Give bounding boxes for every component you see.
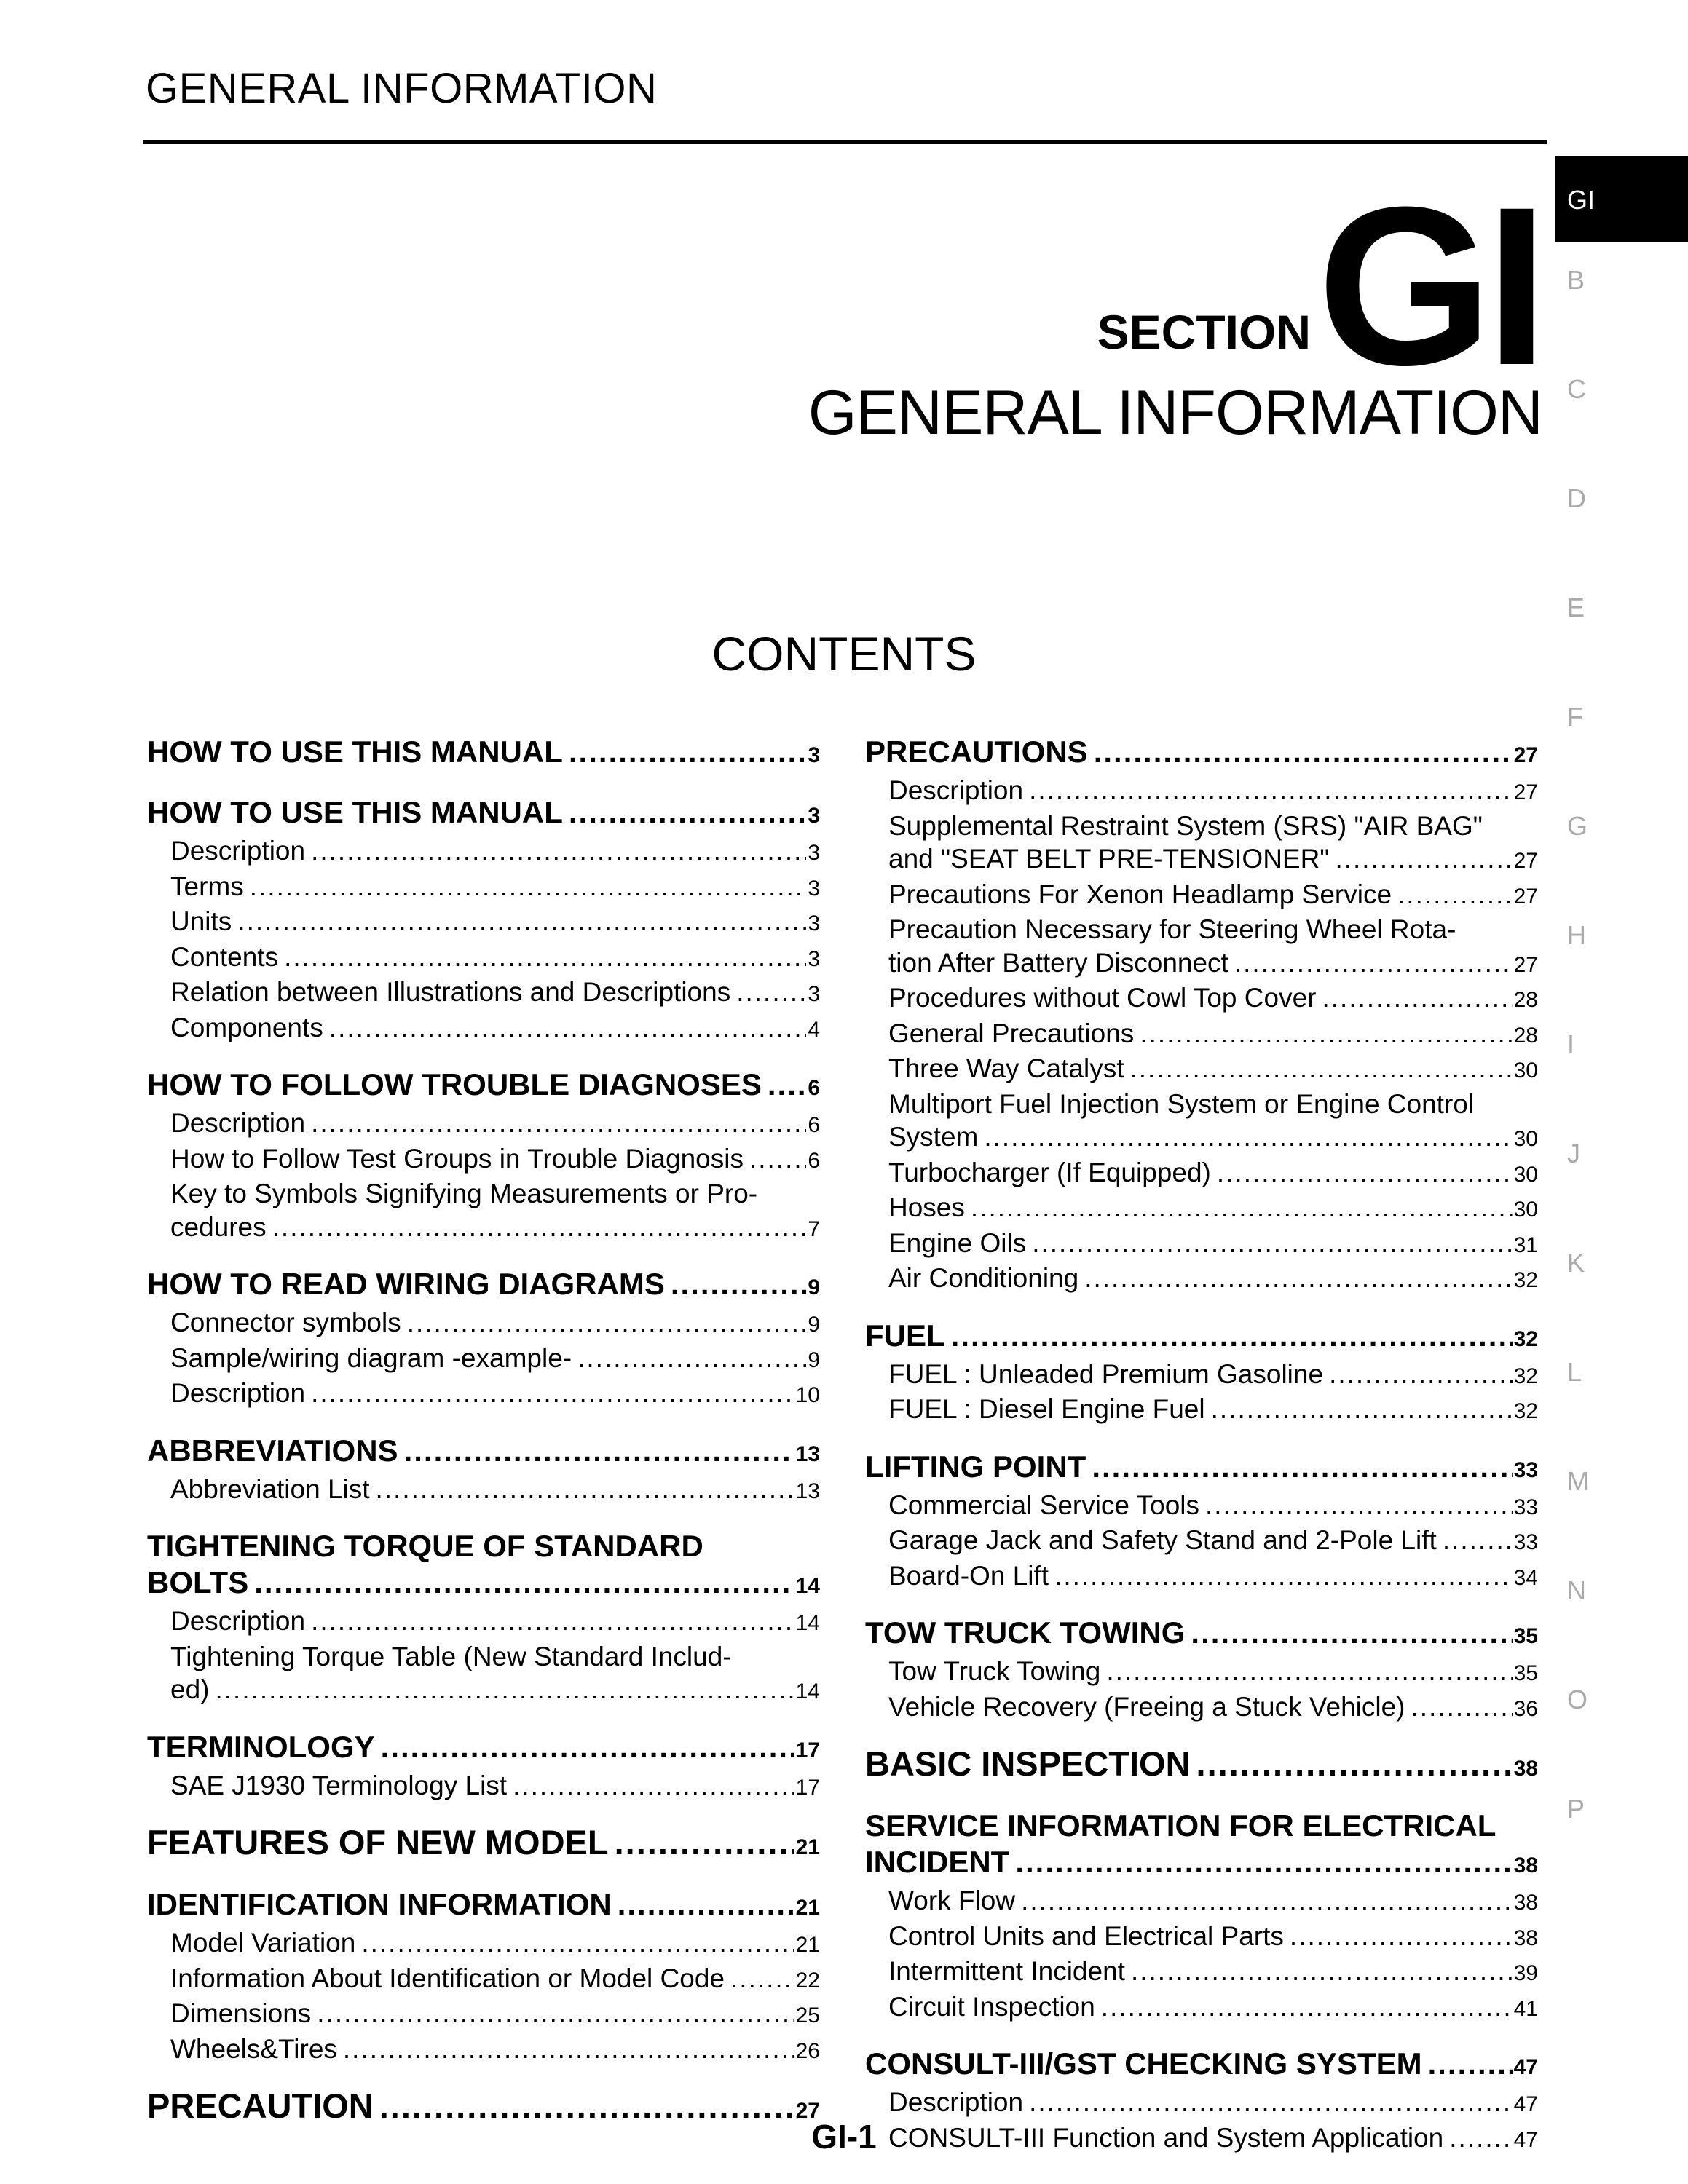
dot-leader xyxy=(1054,1564,1513,1591)
section-tabs xyxy=(1555,156,1688,1903)
toc-page-number: 31 xyxy=(1513,1233,1538,1257)
toc-entry-title: BOLTS xyxy=(147,1565,249,1599)
section-tab-b[interactable]: B xyxy=(1567,265,1585,295)
toc-page-number: 32 xyxy=(1513,1268,1538,1292)
toc-subentry[interactable] xyxy=(147,1142,820,1178)
toc-page-number: 39 xyxy=(1513,1961,1538,1985)
section-tab-j[interactable]: J xyxy=(1567,1139,1580,1168)
section-tab-o[interactable]: O xyxy=(1567,1685,1588,1714)
toc-entry-title: Hoses xyxy=(888,1192,965,1222)
toc-entry-title: Garage Jack and Safety Stand and 2-Pole Lift xyxy=(888,1525,1437,1555)
toc-entry-title: TERMINOLOGY xyxy=(147,1729,375,1764)
dot-leader xyxy=(1428,2052,1513,2082)
toc-entry-title-line: Supplemental Restraint System (SRS) "AIR BAG" xyxy=(888,810,1483,841)
dot-leader xyxy=(272,1216,807,1243)
toc-subentry[interactable] xyxy=(147,834,820,870)
toc-subentry[interactable] xyxy=(147,1177,820,1246)
toc-section-entry[interactable] xyxy=(147,794,820,834)
toc-subentry[interactable] xyxy=(865,1088,1538,1156)
section-label: SECTION xyxy=(1097,305,1311,359)
toc-page-number: 3 xyxy=(808,804,820,828)
toc-right-column xyxy=(865,734,1538,2156)
toc-page-number: 14 xyxy=(795,1611,820,1635)
toc-page-number: 30 xyxy=(1513,1127,1538,1151)
toc-page-number: 38 xyxy=(1513,1926,1538,1950)
toc-page-number: 13 xyxy=(795,1441,820,1466)
toc-entry-title: cedures xyxy=(170,1211,267,1242)
section-tab-k[interactable]: K xyxy=(1567,1248,1585,1278)
header-rule xyxy=(143,140,1547,144)
toc-subentry[interactable] xyxy=(865,878,1538,914)
toc-entry-title: Description xyxy=(888,2087,1024,2117)
dot-leader xyxy=(284,946,806,973)
toc-entry-title: Commercial Service Tools xyxy=(888,1489,1199,1520)
dot-leader xyxy=(376,1478,794,1505)
toc-entry-title: INCIDENT xyxy=(865,1845,1010,1879)
toc-section-entry[interactable] xyxy=(147,1729,820,1769)
toc-entry-title: FEATURES OF NEW MODEL xyxy=(147,1823,609,1861)
toc-subentry[interactable] xyxy=(147,2033,820,2068)
dot-leader xyxy=(1329,1363,1513,1390)
toc-subentry[interactable] xyxy=(865,1524,1538,1559)
toc-entry-title: PRECAUTIONS xyxy=(865,735,1088,769)
dot-leader xyxy=(1196,1752,1513,1787)
section-tab-h[interactable]: H xyxy=(1567,920,1586,950)
toc-entry-title: Board-On Lift xyxy=(888,1560,1049,1591)
dot-leader xyxy=(1322,986,1512,1013)
toc-subentry[interactable] xyxy=(865,1156,1538,1192)
toc-entry-title: General Precautions xyxy=(888,1018,1135,1048)
toc-page-number: 7 xyxy=(808,1216,820,1241)
toc-subentry[interactable] xyxy=(865,1262,1538,1297)
dot-leader xyxy=(343,2038,794,2065)
toc-entry-title: Procedures without Cowl Top Cover xyxy=(888,983,1317,1013)
toc-page-number: 21 xyxy=(795,1933,820,1957)
toc-page-number: 21 xyxy=(795,1896,820,1920)
toc-entry-title: LIFTING POINT xyxy=(865,1449,1086,1484)
section-tab-n[interactable]: N xyxy=(1567,1575,1586,1605)
toc-page-number: 17 xyxy=(795,1738,820,1762)
toc-page-number: 27 xyxy=(1513,849,1538,873)
toc-page-number: 4 xyxy=(808,1017,820,1042)
page-number: GI-1 xyxy=(811,2118,877,2156)
toc-entry-title: Description xyxy=(170,836,306,866)
toc-section-entry[interactable] xyxy=(865,1449,1538,1489)
toc-entry-title: SAE J1930 Terminology List xyxy=(170,1770,508,1800)
toc-page-number: 27 xyxy=(1513,743,1538,767)
toc-entry-title: Description xyxy=(888,775,1024,805)
toc-page-number: 32 xyxy=(1513,1326,1538,1351)
toc-entry-title-line: TIGHTENING TORQUE OF STANDARD xyxy=(147,1529,703,1563)
toc-entry-title: CONSULT-III/GST CHECKING SYSTEM xyxy=(865,2046,1422,2081)
toc-page-number: 32 xyxy=(1513,1364,1538,1388)
toc-entry-title-line: SERVICE INFORMATION FOR ELECTRICAL xyxy=(865,1808,1496,1843)
toc-subentry[interactable] xyxy=(865,1990,1538,2026)
dot-leader xyxy=(1101,1995,1513,2022)
toc-page-number: 26 xyxy=(795,2038,820,2063)
dot-leader xyxy=(311,839,806,866)
section-tab-d[interactable]: D xyxy=(1567,483,1586,513)
section-title: GENERAL INFORMATION xyxy=(808,378,1542,448)
dot-leader xyxy=(768,1072,806,1103)
dot-leader xyxy=(1205,1494,1513,1521)
toc-entry-title: TOW TRUCK TOWING xyxy=(865,1615,1186,1650)
toc-page-number: 47 xyxy=(1513,2092,1538,2116)
dot-leader xyxy=(1130,1057,1513,1084)
dot-leader xyxy=(1140,1022,1512,1049)
toc-subentry[interactable] xyxy=(147,1769,820,1805)
toc-subentry[interactable] xyxy=(865,1559,1538,1595)
dot-leader xyxy=(317,2002,794,2029)
dot-leader xyxy=(730,1967,794,1994)
toc-section-entry[interactable] xyxy=(147,1824,820,1866)
dot-leader xyxy=(671,1272,806,1302)
toc-entry-title: HOW TO FOLLOW TROUBLE DIAGNOSES xyxy=(147,1067,762,1101)
toc-page-number: 3 xyxy=(808,946,820,971)
toc-section-entry[interactable] xyxy=(865,1808,1538,1884)
section-tab-e[interactable]: E xyxy=(1567,593,1585,622)
dot-leader xyxy=(381,1735,794,1765)
toc-page-number: 28 xyxy=(1513,1023,1538,1048)
toc-subentry[interactable] xyxy=(865,913,1538,981)
toc-page-number: 38 xyxy=(1513,1757,1538,1781)
toc-entry-title: Abbreviation List xyxy=(170,1473,370,1504)
dot-leader xyxy=(1397,883,1513,910)
toc-subentry[interactable] xyxy=(147,1473,820,1508)
dot-leader xyxy=(1234,951,1513,978)
dot-leader xyxy=(1191,1621,1512,1651)
toc-entry-title: Model Variation xyxy=(170,1928,356,1958)
toc-page-number: 30 xyxy=(1513,1162,1538,1187)
toc-entry-title-line: Precaution Necessary for Steering Wheel Rota- xyxy=(888,914,1456,944)
toc-subentry[interactable] xyxy=(865,1955,1538,1990)
toc-subentry[interactable] xyxy=(147,1377,820,1412)
dot-leader xyxy=(736,981,806,1008)
toc-entry-title: Components xyxy=(170,1012,323,1042)
dot-leader xyxy=(250,875,807,902)
toc-page-number: 6 xyxy=(808,1148,820,1173)
toc-entry-title: FUEL xyxy=(865,1318,945,1353)
running-header: GENERAL INFORMATION xyxy=(146,65,658,112)
toc-subentry[interactable] xyxy=(147,1107,820,1142)
toc-subentry[interactable] xyxy=(147,1926,820,1962)
dot-leader xyxy=(1092,1455,1512,1485)
toc-page-number: 36 xyxy=(1513,1696,1538,1721)
toc-subentry[interactable] xyxy=(147,870,820,906)
toc-section-entry[interactable] xyxy=(865,734,1538,774)
toc-page-number: 35 xyxy=(1513,1661,1538,1685)
toc-subentry[interactable] xyxy=(865,1358,1538,1393)
dot-leader xyxy=(1211,1398,1513,1425)
toc-entry-title: Description xyxy=(170,1108,306,1138)
toc-page-number: 27 xyxy=(795,2099,820,2123)
toc-entry-title: Precautions For Xenon Headlamp Service xyxy=(888,879,1392,909)
toc-page-number: 38 xyxy=(1513,1891,1538,1915)
toc-entry-title: HOW TO READ WIRING DIAGRAMS xyxy=(147,1267,665,1301)
toc-page-number: 17 xyxy=(795,1775,820,1800)
dot-leader xyxy=(971,1196,1513,1223)
toc-entry-title: Engine Oils xyxy=(888,1227,1027,1258)
toc-section-entry[interactable] xyxy=(865,1318,1538,1358)
toc-page-number: 34 xyxy=(1513,1565,1538,1590)
dot-leader xyxy=(1021,1889,1513,1916)
toc-page-number: 6 xyxy=(808,1113,820,1137)
toc-entry-title: HOW TO USE THIS MANUAL xyxy=(147,795,563,829)
toc-section-entry[interactable] xyxy=(147,1886,820,1926)
toc-entry-title: System xyxy=(888,1122,979,1152)
toc-page-number: 3 xyxy=(808,982,820,1006)
dot-leader xyxy=(618,1892,794,1923)
toc-entry-title: Air Conditioning xyxy=(888,1263,1079,1293)
toc-page-number: 27 xyxy=(1513,780,1538,804)
dot-leader xyxy=(311,1382,794,1409)
toc-page-number: 9 xyxy=(808,1313,820,1337)
toc-page-number: 47 xyxy=(1513,2127,1538,2152)
toc-page-number: 30 xyxy=(1513,1059,1538,1083)
toc-subentry[interactable] xyxy=(865,1052,1538,1088)
toc-subentry[interactable] xyxy=(865,1690,1538,1726)
toc-entry-title: tion After Battery Disconnect xyxy=(888,947,1228,978)
toc-page-number: 13 xyxy=(795,1479,820,1503)
toc-section-entry[interactable] xyxy=(147,1528,820,1605)
dot-leader xyxy=(1131,1960,1513,1987)
dot-leader xyxy=(237,910,806,937)
toc-page-number: 3 xyxy=(808,841,820,865)
toc-entry-title: Information About Identification or Model Code xyxy=(170,1963,725,1993)
toc-entry-title: CONSULT-III Function and System Application xyxy=(888,2122,1444,2153)
dot-leader xyxy=(1443,1529,1513,1556)
dot-leader xyxy=(215,1678,794,1705)
toc-subentry[interactable] xyxy=(865,1393,1538,1428)
dot-leader xyxy=(951,1324,1513,1354)
dot-leader xyxy=(1015,1850,1512,1880)
toc-subentry[interactable] xyxy=(865,1489,1538,1524)
dot-leader xyxy=(1411,1696,1513,1722)
section-tab-p[interactable]: P xyxy=(1567,1794,1585,1824)
dot-leader xyxy=(407,1311,807,1338)
toc-subentry[interactable] xyxy=(147,1640,820,1709)
section-tab-l[interactable]: L xyxy=(1567,1357,1582,1387)
toc-subentry[interactable] xyxy=(865,1227,1538,1262)
toc-entry-title: PRECAUTION xyxy=(147,2086,374,2125)
dot-leader xyxy=(329,1016,807,1043)
toc-entry-title: Description xyxy=(170,1606,306,1636)
toc-section-entry[interactable] xyxy=(865,1615,1538,1655)
toc-entry-title: IDENTIFICATION INFORMATION xyxy=(147,1887,612,1921)
toc-page-number: 35 xyxy=(1513,1624,1538,1648)
toc-entry-title: Terms xyxy=(170,871,244,901)
toc-subentry[interactable] xyxy=(865,1017,1538,1053)
dot-leader xyxy=(569,800,806,831)
toc-left-column xyxy=(147,734,820,2129)
toc-entry-title: Control Units and Electrical Parts xyxy=(888,1920,1284,1951)
toc-page-number: 22 xyxy=(795,1968,820,1993)
toc-entry-title: BASIC INSPECTION xyxy=(865,1744,1191,1783)
toc-page-number: 3 xyxy=(808,876,820,901)
section-tab-m[interactable]: M xyxy=(1567,1466,1589,1496)
section-tab-g[interactable]: G xyxy=(1567,811,1588,841)
toc-entry-title: Contents xyxy=(170,941,279,972)
dot-leader xyxy=(1029,2091,1513,2118)
toc-page-number: 9 xyxy=(808,1275,820,1299)
toc-page-number: 47 xyxy=(1513,2055,1538,2079)
toc-entry-title: Connector symbols xyxy=(170,1307,401,1337)
toc-page-number: 33 xyxy=(1513,1457,1538,1482)
toc-section-entry[interactable] xyxy=(865,2046,1538,2086)
toc-entry-title: ed) xyxy=(170,1674,210,1704)
toc-entry-title: Tow Truck Towing xyxy=(888,1656,1101,1686)
toc-subentry[interactable] xyxy=(147,976,820,1011)
toc-subentry[interactable] xyxy=(147,1011,820,1047)
dot-leader xyxy=(254,1570,794,1601)
toc-section-entry[interactable] xyxy=(147,1067,820,1107)
section-tab-i[interactable]: I xyxy=(1567,1029,1575,1059)
toc-entry-title: Three Way Catalyst xyxy=(888,1053,1124,1083)
toc-page-number: 33 xyxy=(1513,1495,1538,1519)
toc-page-number: 6 xyxy=(808,1076,820,1100)
dot-leader xyxy=(311,1610,794,1637)
toc-entry-title: FUEL : Unleaded Premium Gasoline xyxy=(888,1358,1324,1389)
toc-subentry[interactable] xyxy=(147,1605,820,1640)
toc-entry-title: Vehicle Recovery (Freeing a Stuck Vehicle) xyxy=(888,1691,1405,1722)
toc-entry-title-line: Key to Symbols Signifying Measurements or Pro- xyxy=(170,1179,758,1208)
toc-section-entry[interactable] xyxy=(147,1266,820,1306)
dot-leader xyxy=(1032,1232,1512,1259)
toc-entry-title: and "SEAT BELT PRE-TENSIONER" xyxy=(888,844,1330,874)
toc-section-entry[interactable] xyxy=(865,1746,1538,1787)
toc-entry-title: Units xyxy=(170,906,232,936)
dot-leader xyxy=(311,1112,806,1139)
toc-page-number: 32 xyxy=(1513,1399,1538,1423)
dot-leader xyxy=(577,1347,806,1374)
dot-leader xyxy=(513,1774,794,1801)
dot-leader xyxy=(1290,1925,1513,1952)
dot-leader xyxy=(1106,1660,1512,1687)
toc-entry-title-line: Tightening Torque Table (New Standard Includ- xyxy=(170,1641,732,1671)
toc-section-entry[interactable] xyxy=(147,1433,820,1473)
toc-subentry[interactable] xyxy=(147,905,820,941)
toc-entry-title: Intermittent Incident xyxy=(888,1956,1125,1986)
toc-entry-title: Work Flow xyxy=(888,1886,1016,1915)
toc-entry-title: Turbocharger (If Equipped) xyxy=(888,1157,1211,1187)
dot-leader xyxy=(1029,779,1513,806)
dot-leader xyxy=(615,1831,794,1865)
toc-page-number: 14 xyxy=(795,1679,820,1704)
toc-subentry[interactable] xyxy=(865,2086,1538,2121)
toc-entry-title: HOW TO USE THIS MANUAL xyxy=(147,735,563,769)
toc-entry-title: Wheels&Tires xyxy=(170,2033,337,2064)
toc-page-number: 25 xyxy=(795,2003,820,2027)
toc-entry-title: Circuit Inspection xyxy=(888,1991,1095,2022)
toc-entry-title: Dimensions xyxy=(170,1998,312,2028)
toc-subentry[interactable] xyxy=(147,1342,820,1377)
dot-leader xyxy=(1084,1267,1512,1294)
toc-page-number: 9 xyxy=(808,1348,820,1372)
toc-subentry[interactable] xyxy=(865,774,1538,810)
toc-page-number: 28 xyxy=(1513,988,1538,1012)
toc-page-number: 30 xyxy=(1513,1198,1538,1222)
toc-page-number: 33 xyxy=(1513,1530,1538,1554)
toc-page-number: 3 xyxy=(808,743,820,767)
contents-heading: CONTENTS xyxy=(711,627,977,681)
toc-entry-title-line: Multiport Fuel Injection System or Engine Control xyxy=(888,1088,1475,1119)
toc-subentry[interactable] xyxy=(865,810,1538,878)
toc-subentry[interactable] xyxy=(147,1997,820,2033)
section-tab-f[interactable]: F xyxy=(1567,702,1583,732)
toc-entry-title: ABBREVIATIONS xyxy=(147,1433,398,1468)
section-tab-gi[interactable]: GI xyxy=(1555,156,1688,242)
toc-page-number: 27 xyxy=(1513,884,1538,909)
toc-page-number: 10 xyxy=(795,1383,820,1407)
section-code: GI xyxy=(1317,159,1541,412)
toc-subentry[interactable] xyxy=(865,1191,1538,1227)
dot-leader xyxy=(404,1439,794,1469)
toc-entry-title: Relation between Illustrations and Descriptions xyxy=(170,977,731,1007)
dot-leader xyxy=(749,1147,806,1174)
toc-subentry[interactable] xyxy=(865,981,1538,1017)
dot-leader xyxy=(1217,1161,1513,1188)
toc-page-number: 41 xyxy=(1513,1996,1538,2021)
toc-subentry[interactable] xyxy=(147,941,820,976)
toc-entry-title: How to Follow Test Groups in Trouble Diagnosis xyxy=(170,1143,744,1174)
toc-page-number: 27 xyxy=(1513,952,1538,977)
toc-subentry[interactable] xyxy=(865,1920,1538,1955)
toc-subentry[interactable] xyxy=(147,1962,820,1998)
toc-page-number: 14 xyxy=(795,1574,820,1598)
toc-page-number: 21 xyxy=(795,1835,820,1859)
toc-subentry[interactable] xyxy=(865,1884,1538,1920)
toc-section-entry[interactable] xyxy=(147,734,820,774)
toc-entry-title: Description xyxy=(170,1378,306,1408)
toc-page-number: 3 xyxy=(808,911,820,935)
dot-leader xyxy=(1094,740,1513,770)
section-tab-c[interactable]: C xyxy=(1567,374,1586,404)
dot-leader xyxy=(1335,847,1512,874)
dot-leader xyxy=(361,1931,794,1958)
toc-entry-title: Sample/wiring diagram -example- xyxy=(170,1342,572,1373)
dot-leader xyxy=(984,1125,1512,1152)
dot-leader xyxy=(569,740,806,770)
toc-subentry[interactable] xyxy=(865,1655,1538,1690)
toc-entry-title: FUEL : Diesel Engine Fuel xyxy=(888,1394,1205,1424)
toc-subentry[interactable] xyxy=(147,1306,820,1342)
toc-page-number: 38 xyxy=(1513,1853,1538,1878)
